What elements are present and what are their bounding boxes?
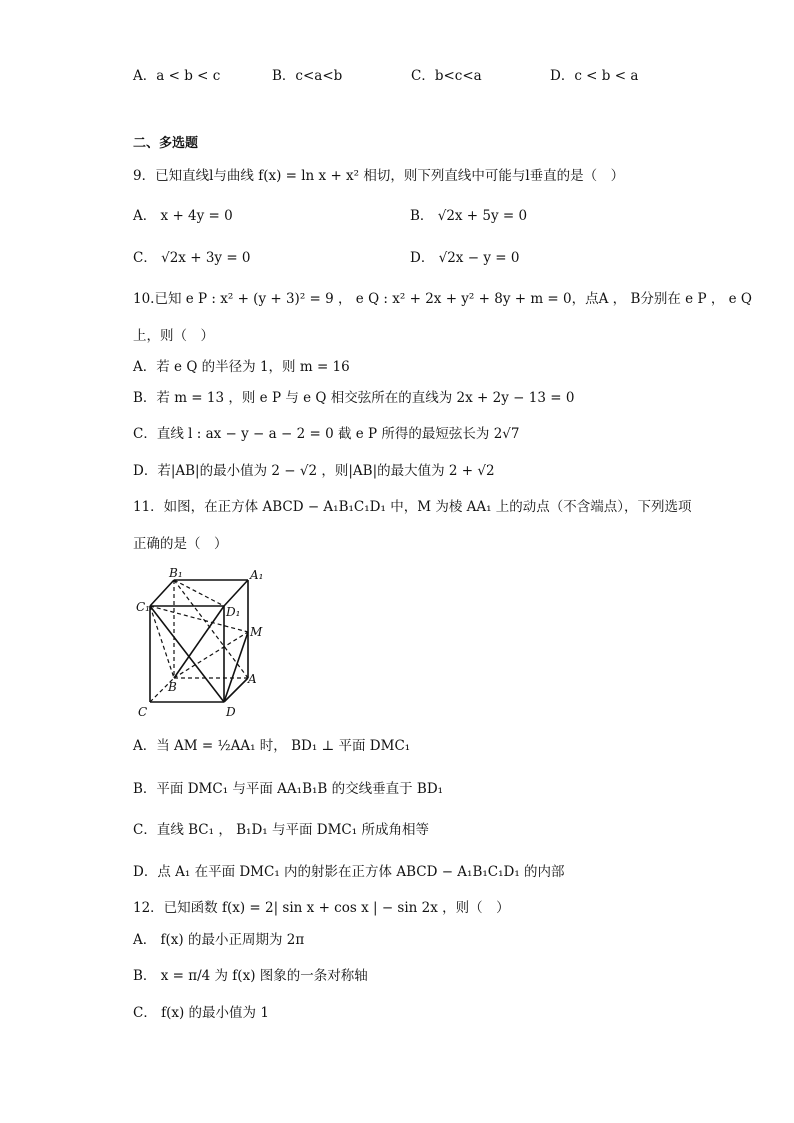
label-b: B	[168, 680, 177, 694]
q10-option-c: C．直线 l : ax − y − a − 2 = 0 截 e P 所得的最短弦长为 2√7	[133, 426, 520, 442]
q10-option-a: A．若 e Q 的半径为 1，则 m = 16	[133, 359, 350, 375]
q12-stem: 12．已知函数 f(x) = 2| sin x + cos x | − sin 2x ，则（ ）	[133, 900, 510, 916]
q8-option-d: D．c < b < a	[550, 68, 639, 84]
q12-option-a: A． f(x) 的最小正周期为 2π	[133, 932, 305, 948]
q9-option-d: D． √2x − y = 0	[410, 250, 520, 266]
q11-option-c: C．直线 BC₁ ， B₁D₁ 与平面 DMC₁ 所成角相等	[133, 822, 429, 838]
q8-option-b: B．c<a<b	[272, 68, 343, 84]
cube-figure	[136, 566, 276, 722]
q11-stem-line2: 正确的是（ ）	[133, 536, 228, 552]
q9-option-b: B． √2x + 5y = 0	[410, 208, 528, 224]
label-b1: B₁	[169, 566, 183, 580]
q11-option-a: A．当 AM = ½AA₁ 时， BD₁ ⊥ 平面 DMC₁	[133, 738, 411, 754]
q11-stem-line1: 11．如图，在正方体 ABCD − A₁B₁C₁D₁ 中，M 为棱 AA₁ 上的动点（不含端点），下列选项	[133, 499, 692, 515]
q12-option-c: C． f(x) 的最小值为 1	[133, 1005, 269, 1021]
q10-option-b: B．若 m = 13 ，则 e P 与 e Q 相交弦所在的直线为 2x + 2y − 13 = 0	[133, 390, 575, 406]
q10-stem-line2: 上，则（ ）	[133, 328, 214, 344]
label-c: C	[138, 705, 148, 719]
label-a1: A₁	[250, 568, 264, 582]
section-heading: 二、多选题	[133, 136, 199, 151]
q11-option-d: D．点 A₁ 在平面 DMC₁ 内的射影在正方体 ABCD − A₁B₁C₁D₁ 的内部	[133, 864, 565, 880]
q8-option-a: A．a < b < c	[133, 68, 221, 84]
label-c1: C₁	[136, 600, 150, 614]
label-d: D	[226, 705, 236, 719]
q11-option-b: B．平面 DMC₁ 与平面 AA₁B₁B 的交线垂直于 BD₁	[133, 781, 444, 797]
q10-stem-line1: 10.已知 e P : x² + (y + 3)² = 9 ， e Q : x² + 2x + y² + 8y + m = 0，点A ， B分别在 e P ， e Q	[133, 291, 752, 307]
label-m: M	[250, 625, 263, 639]
label-a: A	[248, 672, 257, 686]
q12-option-b: B． x = π/4 为 f(x) 图象的一条对称轴	[133, 968, 368, 984]
q9-option-c: C． √2x + 3y = 0	[133, 250, 251, 266]
q9-option-a: A． x + 4y = 0	[133, 208, 233, 224]
label-d1: D₁	[226, 605, 241, 619]
q8-option-c: C．b<c<a	[411, 68, 482, 84]
q9-stem: 9．已知直线l与曲线 f(x) = ln x + x² 相切，则下列直线中可能与l垂直的是（ ）	[133, 168, 625, 184]
q10-option-d: D．若|AB|的最小值为 2 − √2 ，则|AB|的最大值为 2 + √2	[133, 463, 495, 479]
